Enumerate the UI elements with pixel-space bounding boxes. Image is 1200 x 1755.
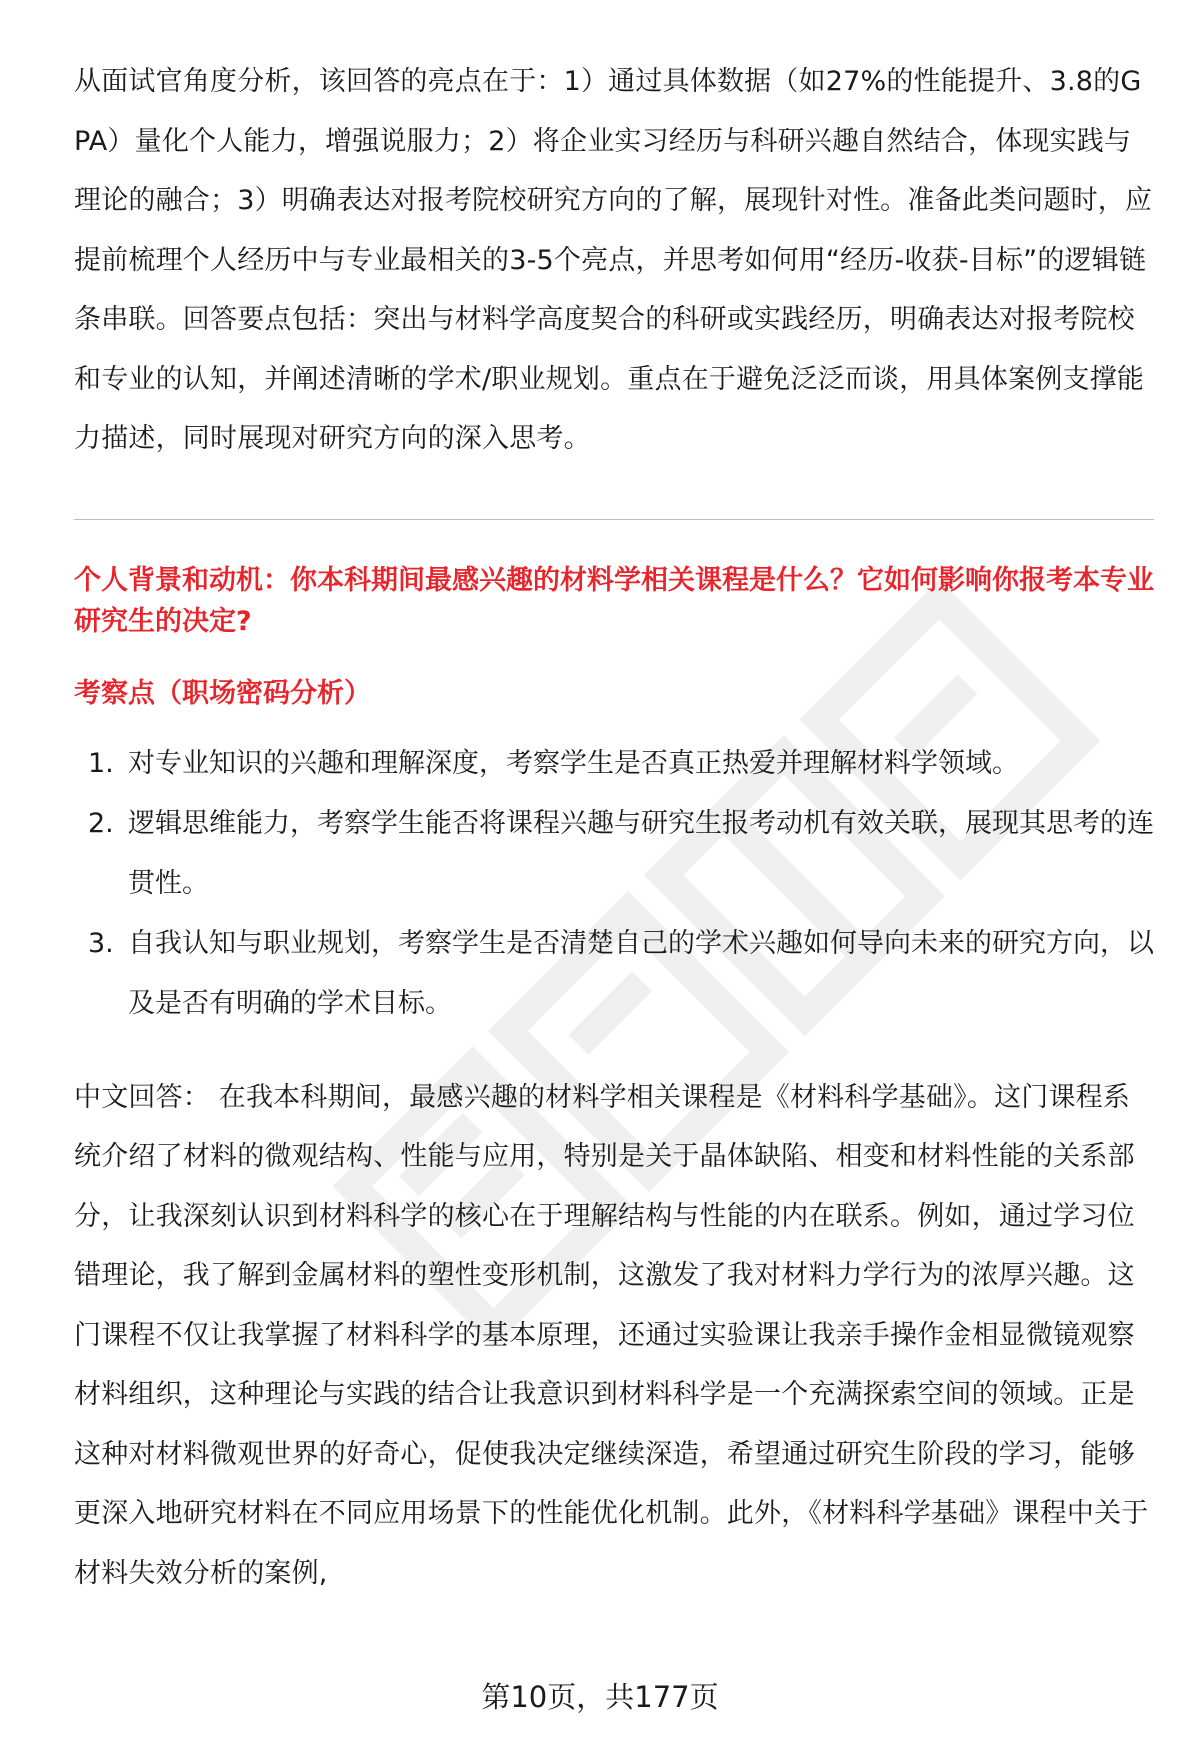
list-item — [74, 734, 1154, 794]
document-page — [74, 52, 1154, 1603]
section-divider — [74, 519, 1154, 520]
list-item — [74, 794, 1154, 914]
focus-points-list — [74, 734, 1154, 1034]
list-text: 逻辑思维能力，考察学生能否将课程兴趣与研究生报考动机有效关联，展现其思考的连贯性。 — [128, 807, 1154, 899]
intro-paragraph: 从面试官角度分析，该回答的亮点在于：1）通过具体数据（如27%的性能提升、3.8的GPA）量化个人能力，增强说服力；2）将企业实习经历与科研兴趣自然结合，体现实践与理论的融合；3）明确表达对报考院校研究方向的了解，展现针对性。准备此类问题时，应提前梳理个人经历中与专业最相关的3-5个亮点，并思考如何用“经历-收获-目标”的逻辑链条串联。回答要点包括：突出与材料学高度契合的科研或实践经历，明确表达对报考院校和专业的认知，并阐述清晰的学术/职业规划。重点在于避免泛泛而谈，用具体案例支撑能力描述，同时展现对研究方向的深入思考。 — [74, 66, 1153, 454]
list-number: 2. — [88, 807, 114, 839]
page-number-footer: 第10页，共177页 — [481, 1680, 719, 1714]
list-number: 3. — [88, 927, 114, 959]
list-text: 自我认知与职业规划，考察学生是否清楚自己的学术兴趣如何导向未来的研究方向，以及是否有明确的学术目标。 — [128, 927, 1154, 1019]
list-number: 1. — [88, 747, 114, 779]
list-item — [74, 914, 1154, 1034]
answer-paragraph: 中文回答： 在我本科期间，最感兴趣的材料学相关课程是《材料科学基础》。这门课程系统介绍了材料的微观结构、性能与应用，特别是关于晶体缺陷、相变和材料性能的关系部分，让我深刻认识到材料科学的核心在于理解结构与性能的内在联系。例如，通过学习位错理论，我了解到金属材料的塑性变形机制，这激发了我对材料力学行为的浓厚兴趣。这门课程不仅让我掌握了材料科学的基本原理，还通过实验课让我亲手操作金相显微镜观察材料组织，这种理论与实践的结合让我意识到材料科学是一个充满探索空间的领域。正是这种对材料微观世界的好奇心，促使我决定继续深造，希望通过研究生阶段的学习，能够更深入地研究材料在不同应用场景下的性能优化机制。此外，《材料科学基础》课程中关于材料失效分析的案例, — [74, 1081, 1149, 1589]
focus-heading: 考察点（职场密码分析） — [74, 677, 371, 709]
list-text: 对专业知识的兴趣和理解深度，考察学生是否真正热爱并理解材料学领域。 — [128, 747, 1019, 779]
question-heading: 个人背景和动机：你本科期间最感兴趣的材料学相关课程是什么？它如何影响你报考本专业研究生的决定? — [74, 564, 1154, 637]
